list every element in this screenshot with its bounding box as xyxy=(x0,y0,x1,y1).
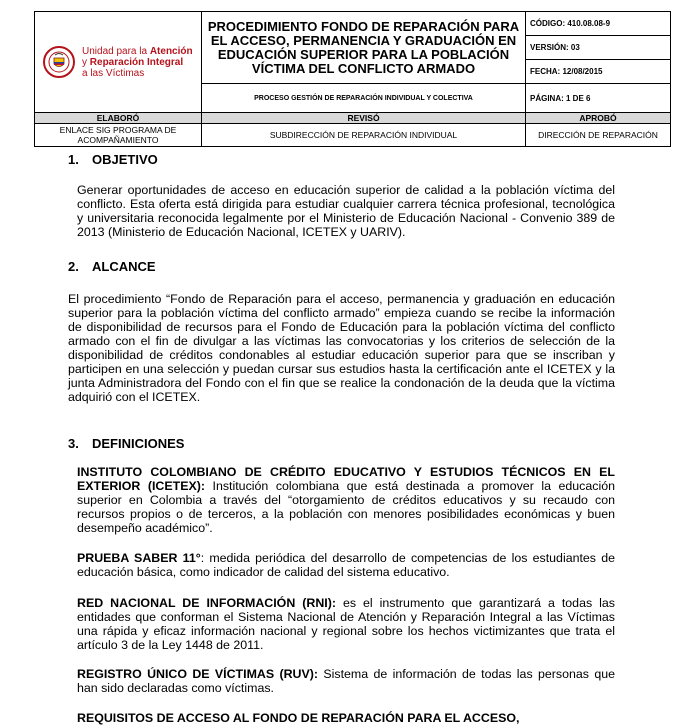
coat-of-arms-icon xyxy=(42,44,76,80)
alcance-paragraph: El procedimiento “Fondo de Reparación para el acceso, permanencia y graduación en educación superior para la población víctima del conflicto armado” empieza cuando se recibe la información de disponibilidad de recursos para el Fondo de Educación para la población víctima del conflicto armado con el fin de divulgar a las víctimas las convocatorias y los criterios de selección de la disponibilidad de créditos condonables al estudiar educación superior para que se inscriban y participen en una selección y puedan cursar sus estudios hasta la certificación ante el ICETEX y la junta Administradora del Fondo con el fin que se realice la condonación de la deuda que la víctima adquirió con el ICETEX. xyxy=(68,292,615,404)
objetivo-paragraph: Generar oportunidades de acceso en educación superior de calidad a la población víctima del conflicto. Esta oferta está dirigida para estudiar cualquier carrera técnica profesional, tecnológica y universitaria reconocida legalmente por el Ministerio de Educación Nacional - Convenio 389 de 2013 (Ministerio de Educación Nacional, ICETEX y UARIV). xyxy=(77,183,615,239)
page-number: PÁGINA: 1 DE 6 xyxy=(526,84,671,113)
elaboro-label: ELABORÓ xyxy=(35,113,202,124)
process-name: PROCESO GESTIÓN DE REPARACIÓN INDIVIDUAL Y COLECTIVA xyxy=(202,84,526,113)
logo-text: Unidad para la Atención y Reparación Integral a las Víctimas xyxy=(82,45,193,79)
document-title: PROCEDIMIENTO FONDO DE REPARACIÓN PARA EL ACCESO, PERMANENCIA Y GRADUACIÓN EN EDUCACIÓN SUPERIOR PARA LA POBLACIÓN VÍCTIMA DEL CONFLICTO ARMADO xyxy=(207,18,520,76)
aprobo-label: APROBÓ xyxy=(526,113,671,124)
definition-rni: RED NACIONAL DE INFORMACIÓN (RNI): es el instrumento que garantizará a todas las entidades que conforman el Sistema Nacional de Atención y Reparación Integral a las Víctimas una rápida y eficaz información nacional y regional sobre los hechos victimizantes que trata el artículo 3 de la Ley 1448 de 2011. xyxy=(77,596,615,652)
document-date: FECHA: 12/08/2015 xyxy=(526,60,671,84)
aprobo-value: DIRECCIÓN DE REPARACIÓN xyxy=(526,124,671,147)
definition-prueba-saber: PRUEBA SABER 11°: medida periódica del desarrollo de competencias de los estudiantes de educación básica, como indicador de calidad del sistema educativo. xyxy=(77,551,615,579)
definition-ruv: REGISTRO ÚNICO DE VÍCTIMAS (RUV): Sistema de información de todas las personas que han sido declaradas como víctimas. xyxy=(77,667,615,695)
section-heading-alcance: 2. ALCANCE xyxy=(68,259,156,274)
elaboro-value: ENLACE SIG PROGRAMA DE ACOMPAÑAMIENTO xyxy=(35,124,202,147)
document-code: CÓDIGO: 410.08.08-9 xyxy=(526,12,671,36)
section-heading-definiciones: 3. DEFINICIONES xyxy=(68,436,185,451)
document-header xyxy=(34,11,671,147)
document-title-cell xyxy=(202,12,526,84)
definition-requisitos: REQUISITOS DE ACCESO AL FONDO DE REPARACIÓN PARA EL ACCESO, xyxy=(77,711,520,725)
definition-icetex: INSTITUTO COLOMBIANO DE CRÉDITO EDUCATIVO Y ESTUDIOS TÉCNICOS EN EL EXTERIOR (ICETEX): Institución colombiana que está destinada a promover la educación superior en Colombia a través del “otorgamiento de créditos educativos y su recaudo con recursos propios o de terceros, a la población con menores posibilidades económicas y buen desempeño académico”. xyxy=(77,465,615,535)
logo xyxy=(35,44,201,80)
document-version: VERSIÓN: 03 xyxy=(526,36,671,60)
reviso-value: SUBDIRECCIÓN DE REPARACIÓN INDIVIDUAL xyxy=(202,124,526,147)
section-heading-objetivo: 1. OBJETIVO xyxy=(68,152,158,167)
logo-cell xyxy=(35,12,202,113)
reviso-label: REVISÓ xyxy=(202,113,526,124)
